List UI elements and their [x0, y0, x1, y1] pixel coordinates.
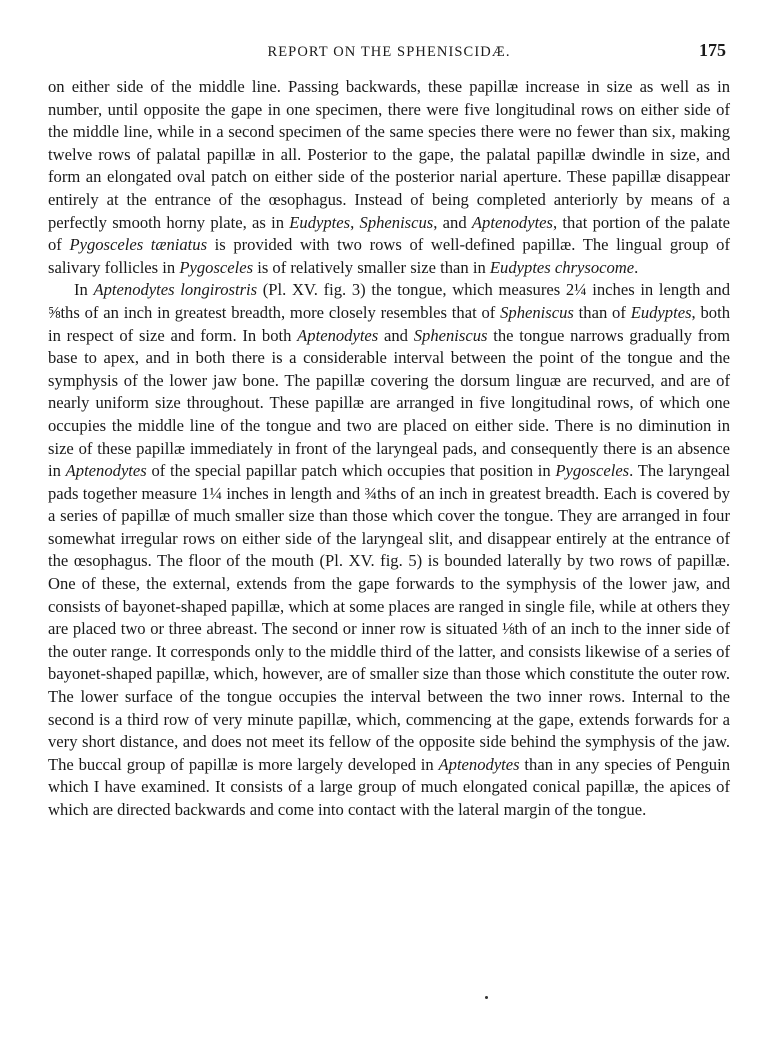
text-run: is provided with two rows of well-defined papillæ. The lingual group of salivary follicles in	[48, 235, 730, 277]
running-title: REPORT ON THE SPHENISCIDÆ.	[267, 44, 511, 60]
text-run: is of relatively smaller size than in	[253, 257, 490, 277]
text-run: than of	[573, 302, 631, 322]
italic-term: Pygosceles tæniatus	[69, 235, 208, 255]
italic-term: Eudyptes	[289, 212, 351, 232]
italic-term: Aptenodytes	[471, 212, 554, 232]
text-run: the tongue narrows gradually from base to apex, and in both there is a considerable interval between the point of the tongue and the symphysis of the lower jaw bone. The papillæ covering the dorsum linguæ are recurved, and are of nearly uniform size throughout. These papillæ are arranged in five longitudinal rows, of which one occupies the middle line of the tongue and two are placed on either side. There is no diminution in size of these papillæ immediately in front of the laryngeal pads, and consequently there is an absence in	[48, 325, 730, 481]
text-run: , that portion of the palate of	[48, 212, 731, 255]
text-run: and	[378, 325, 414, 345]
italic-term: Aptenodytes	[65, 461, 147, 481]
page-number: 175	[699, 40, 726, 60]
italic-term: Pygosceles	[179, 257, 254, 277]
text-run: of the special papillar patch which occupies that position in	[146, 461, 556, 481]
text-run: ,	[350, 212, 360, 232]
page	[48, 40, 730, 822]
text-run: on either side of the middle line. Passing backwards, these papillæ increase in size as well as in number, until opposite the gape in one specimen, there were five longitudinal rows on either side of the middle line, while in a second specimen of the same species there were no fewer than six, making twelve rows of palatal papillæ in all. Posterior to the gape, the palatal papillæ dwindle in size, and form an elongated oval patch on either side of the posterior narial aperture. These papillæ disappear entirely at the entrance of the œsophagus. Instead of being completed anteriorly by means of a perfectly smooth horny plate, as in	[48, 77, 730, 232]
italic-term: Pygosceles	[555, 461, 630, 481]
italic-term: Spheniscus	[500, 302, 574, 322]
italic-term: Eudyptes chrysocome	[489, 257, 635, 277]
italic-term: Aptenodytes longirostris	[93, 280, 258, 300]
italic-term: Aptenodytes	[438, 754, 520, 774]
italic-term: Spheniscus	[359, 212, 434, 232]
text-run: , both in respect of size and form. In both	[48, 302, 730, 345]
text-run: . The laryngeal pads together measure 1¼ inches in length and ¾ths of an inch in greatest breadth. Each is covered by a series of papillæ of much smaller size than those which cover the tongue. They are arranged in four somewhat irregular rows on either side of the laryngeal slit, and disappear entirely at the entrance of the œsophagus. The floor of the mouth (Pl. XV. fig. 5) is bounded laterally by two rows of papillæ. One of these, the external, extends from the gape forwards to the symphysis of the lower jaw, and consists of bayonet-shaped papillæ, which at some places are ranged in single file, while at others they are placed two or three abreast. The second or inner row is situated ⅛th of an inch to the inner side of the outer range. It corresponds only to the middle third of the latter, and consists likewise of a series of bayonet-shaped papillæ, which, however, are of smaller size than those which constitute the outer row. The lower surface of the tongue occupies the interval between the two inner rows. Internal to the second is a third row of very minute papillæ, which, commencing at the gape, extends forwards for a very short distance, and does not meet its fellow of the opposite side behind the symphysis of the jaw. The buccal group of papillæ is more largely developed in	[48, 461, 730, 774]
paragraph-aptenodytes-tongue	[48, 279, 730, 821]
text-run: In	[74, 280, 94, 300]
text-run: .	[634, 257, 639, 277]
italic-term: Aptenodytes	[297, 325, 379, 345]
body-text	[48, 76, 730, 822]
text-run: , and	[433, 212, 472, 232]
running-head	[48, 40, 730, 66]
text-run: (Pl. XV. fig. 3) the tongue, which measures 2¼ inches in length and ⅝ths of an inch in greatest breadth, more closely resembles that of	[48, 280, 730, 322]
italic-term: Spheniscus	[413, 325, 488, 345]
italic-term: Eudyptes	[630, 302, 692, 322]
stray-dot	[485, 996, 488, 999]
paragraph-palate	[48, 76, 730, 279]
text-run: than in any species of Penguin which I have examined. It consists of a large group of much elongated conical papillæ, the apices of which are directed backwards and come into contact with the lateral margin of the tongue.	[48, 754, 730, 819]
